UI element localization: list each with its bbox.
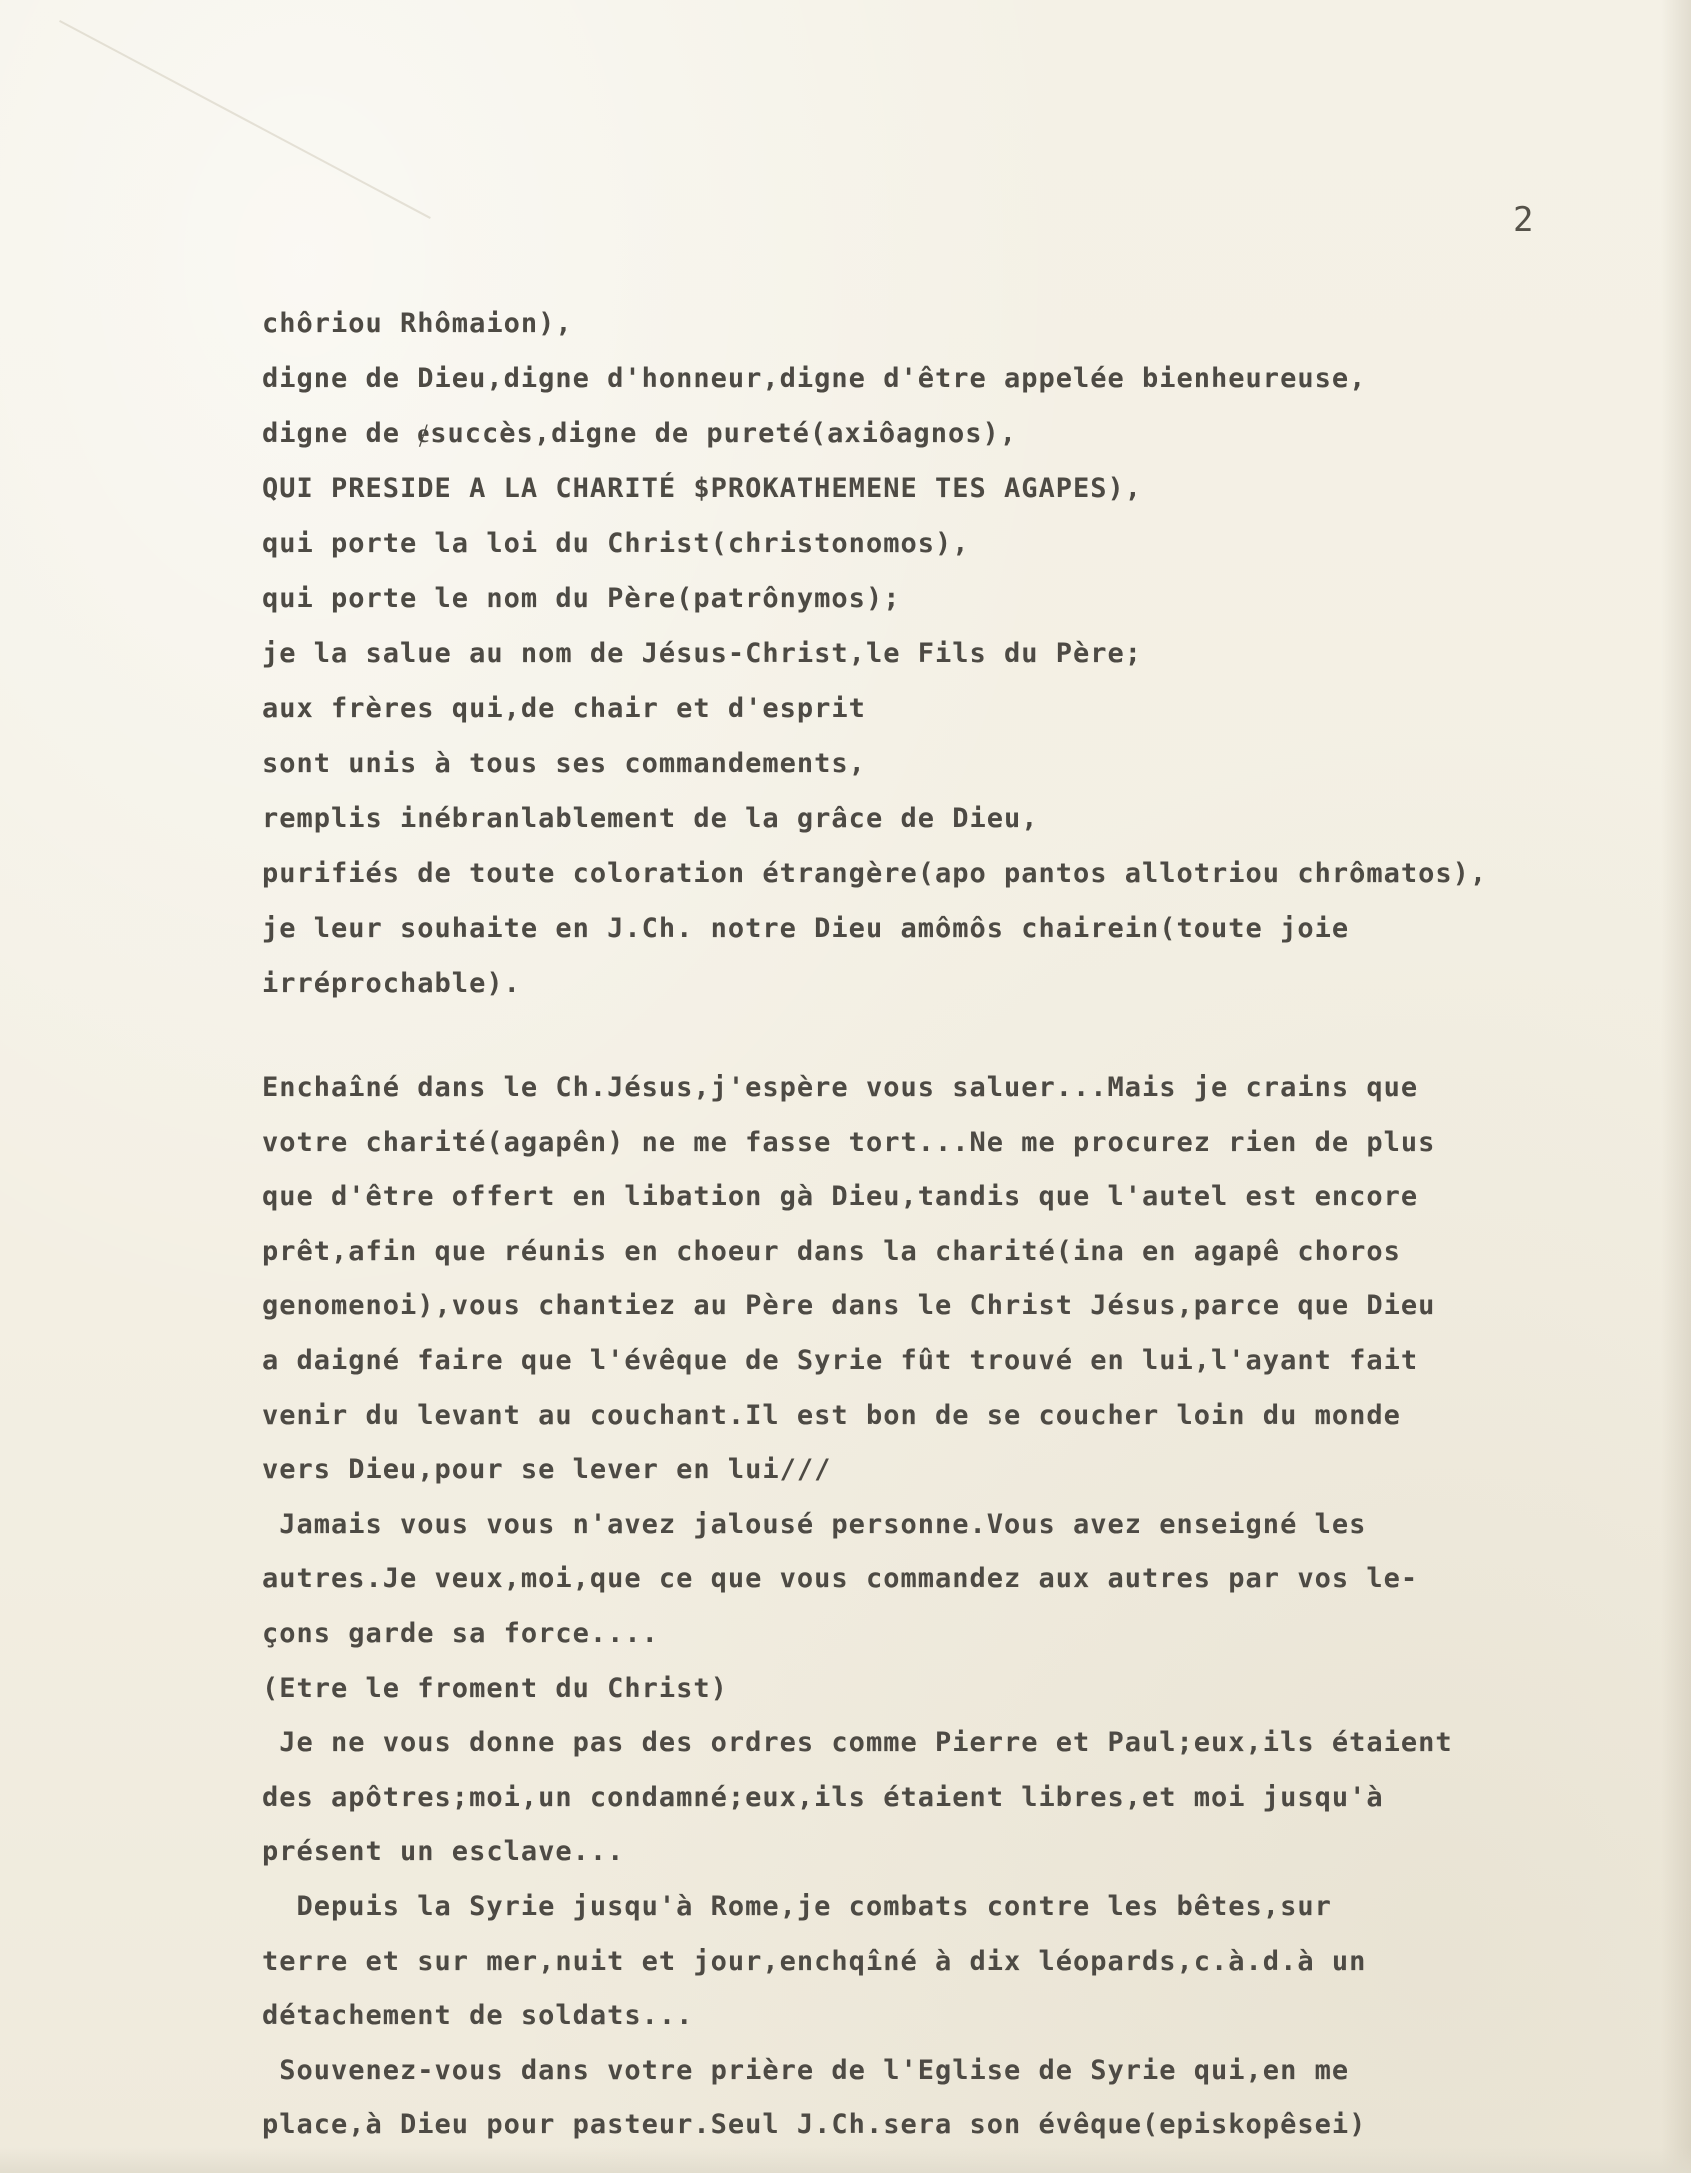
text-line: çons garde sa force.... bbox=[262, 1617, 659, 1649]
text-line: irréprochable). bbox=[262, 968, 521, 999]
text-line: détachement de soldats... bbox=[262, 2000, 694, 2032]
body-paragraph bbox=[262, 1061, 1652, 2153]
typed-text bbox=[262, 296, 1652, 2153]
page-number: 2 bbox=[1513, 200, 1534, 240]
text-line: Jamais vous vous n'avez jalousé personne.Vous avez enseigné les bbox=[262, 1508, 1367, 1540]
text-line: remplis inébranlablement de la grâce de Dieu, bbox=[262, 803, 1039, 834]
text-line: Enchaîné dans le Ch.Jésus,j'espère vous saluer...Mais je crains que bbox=[262, 1072, 1419, 1103]
text-line: venir du levant au couchant.Il est bon de se coucher loin du monde bbox=[262, 1399, 1401, 1431]
page-edge-shadow bbox=[1661, 0, 1691, 2173]
text-line: Souvenez-vous dans votre prière de l'Eglise de Syrie qui,en me bbox=[262, 2054, 1350, 2086]
text-line: présent un esclave... bbox=[262, 1836, 625, 1868]
text-line: chôriou Rhômaion), bbox=[262, 308, 573, 339]
text-line: votre charité(agapên) ne me fasse tort...Ne me procurez rien de plus bbox=[262, 1126, 1436, 1158]
text-line: digne de Dieu,digne d'honneur,digne d'être appelée bienheureuse, bbox=[262, 363, 1367, 394]
text-line: (Etre le froment du Christ) bbox=[262, 1672, 728, 1704]
text-line: terre et sur mer,nuit et jour,enchqîné à dix léopards,c.à.d.à un bbox=[262, 1945, 1367, 1977]
paper-fold bbox=[59, 20, 431, 219]
text-line: qui porte le nom du Père(patrônymos); bbox=[262, 583, 901, 614]
text-line: je la salue au nom de Jésus-Christ,le Fils du Père; bbox=[262, 638, 1143, 669]
salutation-paragraph bbox=[262, 296, 1652, 1011]
paragraph-gap bbox=[262, 1011, 1652, 1061]
text-line: place,à Dieu pour pasteur.Seul J.Ch.sera son évêque(episkopêsei) bbox=[262, 2109, 1367, 2141]
text-line: aux frères qui,de chair et d'esprit bbox=[262, 693, 866, 724]
text-line: sont unis à tous ses commandements, bbox=[262, 748, 866, 779]
text-line: purifiés de toute coloration étrangère(apo pantos allotriou chrômatos), bbox=[262, 858, 1488, 889]
text-line: prêt,afin que réunis en choeur dans la charité(ina en agapê choros bbox=[262, 1235, 1401, 1267]
text-line: digne de ɇsuccès,digne de pureté(axiôagnos), bbox=[262, 418, 1017, 449]
text-line: des apôtres;moi,un condamné;eux,ils étaient libres,et moi jusqu'à bbox=[262, 1781, 1384, 1813]
text-line: Depuis la Syrie jusqu'à Rome,je combats contre les bêtes,sur bbox=[262, 1890, 1332, 1922]
text-line: Je ne vous donne pas des ordres comme Pierre et Paul;eux,ils étaient bbox=[262, 1727, 1453, 1759]
text-line: que d'être offert en libation gà Dieu,tandis que l'autel est encore bbox=[262, 1181, 1419, 1213]
text-line: a daigné faire que l'évêque de Syrie fût trouvé en lui,l'ayant fait bbox=[262, 1344, 1419, 1376]
text-line: qui porte la loi du Christ(christonomos), bbox=[262, 528, 970, 559]
text-line: je leur souhaite en J.Ch. notre Dieu amômôs chairein(toute joie bbox=[262, 913, 1350, 944]
text-line: autres.Je veux,moi,que ce que vous commandez aux autres par vos le- bbox=[262, 1563, 1419, 1595]
text-line: QUI PRESIDE A LA CHARITÉ $PROKATHEMENE TES AGAPES), bbox=[262, 473, 1143, 504]
text-line: vers Dieu,pour se lever en lui/// bbox=[262, 1454, 832, 1486]
text-line: genomenoi),vous chantiez au Père dans le Christ Jésus,parce que Dieu bbox=[262, 1290, 1436, 1322]
